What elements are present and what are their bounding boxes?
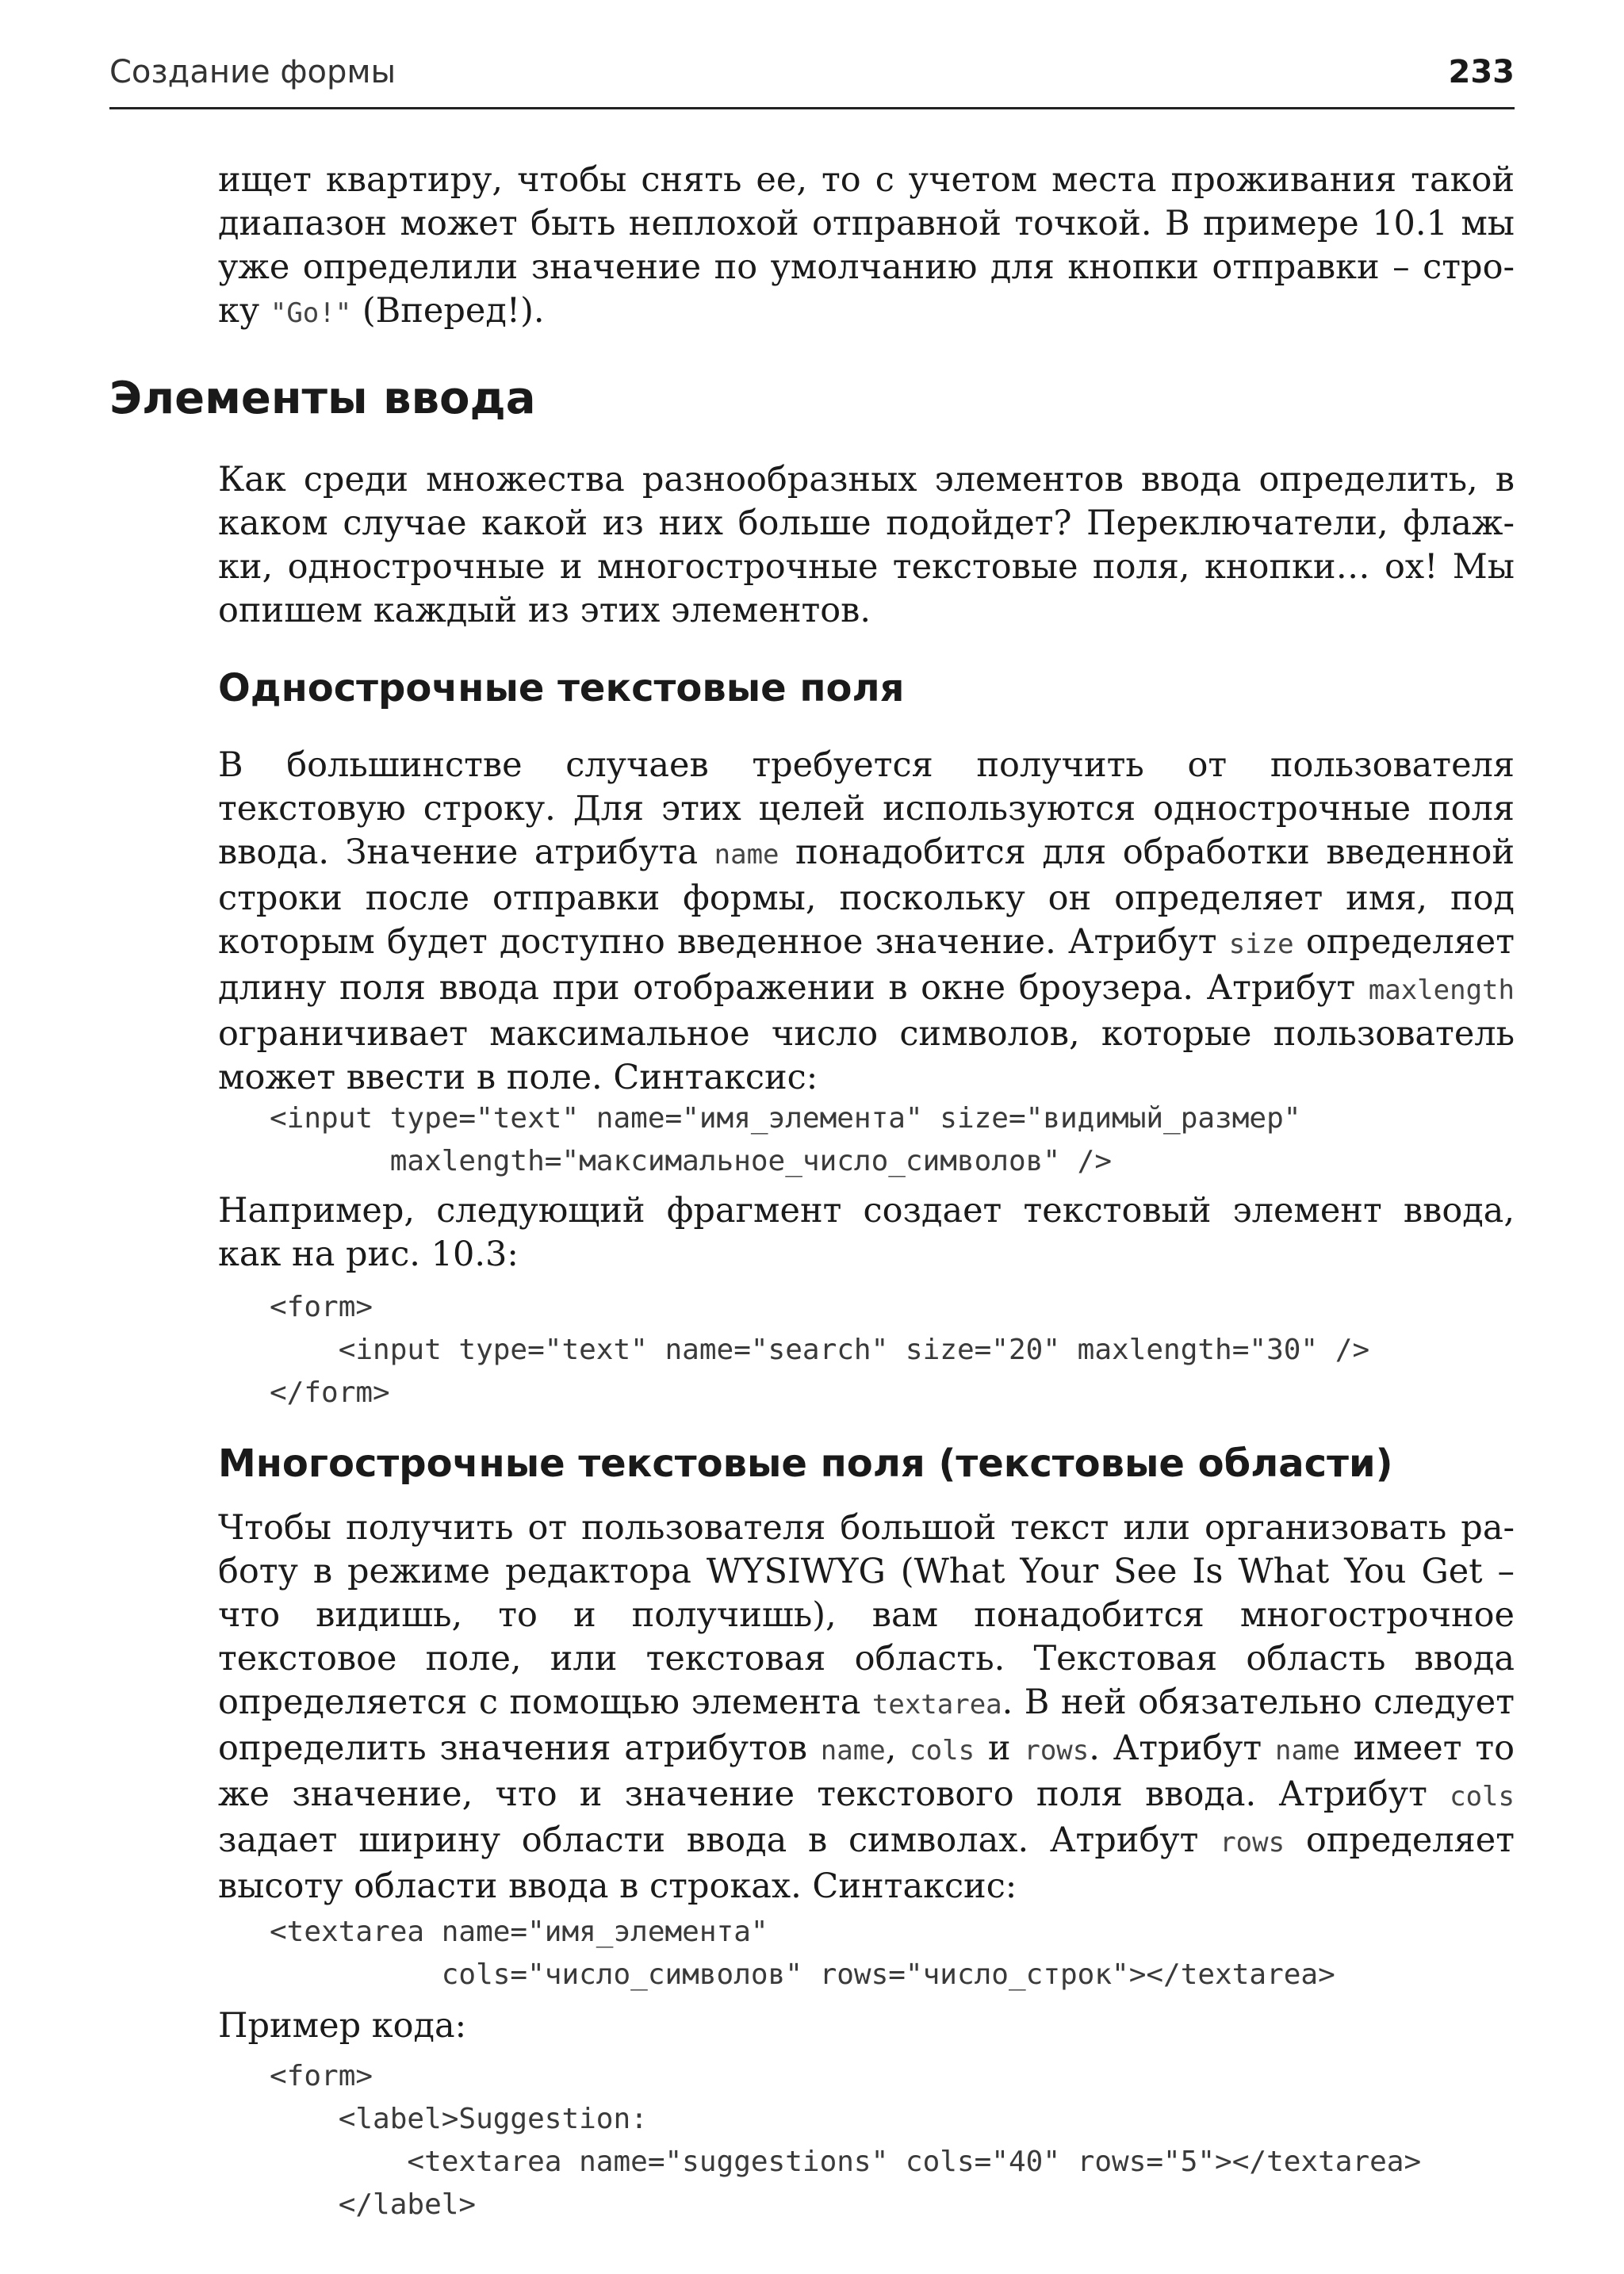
inline-code: name [1275,1735,1340,1767]
code-line: <input type="text" name="имя_элемента" size="видимый_размер" [270,1102,1301,1135]
code-block-input-example [270,1286,1369,1415]
code-example-label: Пример кода: [218,2006,467,2046]
inline-code: name [820,1735,886,1767]
inline-code: rows [1024,1735,1090,1767]
inline-code: size [1228,928,1294,960]
single-line-paragraph [218,744,1515,1100]
subsection-heading-multi-line: Многострочные текстовые поля (текстовые области) [218,1441,1393,1486]
inline-code: textarea [871,1689,1002,1721]
text-run: ограничивает максимальное число символов, которые пользователь может ввести в поле. Синтаксис: [218,1014,1515,1097]
text-run: В большинстве случаев требуется получить от пользователя текстовую строку. Для этих целей используются однострочные поля ввода. Значение атрибута [218,745,1515,872]
text-run: Чтобы получить от пользователя большой текст или организовать работу в режиме редактора WYSIWYG (What Your See Is What You Get – что видишь, то и получишь), вам понадобится многострочное текстовое поле, или текстовая область. Текстовая область ввода определяется с помощью элемента [218,1508,1515,1722]
code-line: cols="число_символов" rows="число_строк"></textarea> [270,1958,1335,1991]
text-run: и [975,1728,1025,1768]
text-run: , [885,1728,910,1768]
code-line: </form> [270,1376,390,1409]
code-line: <form> [270,1291,373,1323]
inline-code: cols [910,1735,975,1767]
inline-code: rows [1220,1827,1285,1859]
running-head [109,46,1515,97]
text-run: . Атрибут [1089,1728,1276,1768]
code-block-textarea-syntax [270,1911,1335,1996]
code-line: </label> [270,2188,477,2221]
example-intro-paragraph: Например, следующий фрагмент создает текстовый элемент ввода, как на рис. 10.3: [218,1191,1515,1274]
text-run: задает ширину области ввода в символах. Атрибут [218,1820,1220,1860]
text-run: определяет длину поля ввода при отображении в окне броузера. Атрибут [218,922,1515,1008]
text-run: . В ней обязательно следует определить значения атрибутов [218,1683,1515,1768]
text-run: определяет высоту области ввода в строках. Синтаксис: [218,1820,1515,1906]
intro-text-2: (Вперед!). [351,291,545,331]
code-block-textarea-example [270,2055,1421,2226]
running-title: Создание формы [109,54,396,90]
code-block-input-syntax [270,1097,1300,1183]
text-run: имеет то же значение, что и значение текстового поля ввода. Атрибут [218,1728,1515,1814]
section-heading: Элементы ввода [109,373,536,424]
inline-code: cols [1450,1781,1515,1813]
inline-code: "Go!" [270,297,352,329]
code-line: <form> [270,2060,373,2092]
code-line: <input type="text" name="search" size="20" maxlength="30" /> [270,1334,1370,1366]
code-line: <label>Suggestion: [270,2103,648,2135]
section-paragraph: Как среди множества разнообразных элементов ввода определить, в каком случае какой из них больше подойдет? Переключатели, флажки, однострочные и многострочные текстовые поля, кнопки… ох! Мы опишем каждый из этих элементов. [218,460,1515,630]
page-number: 233 [1448,54,1515,90]
code-line: <textarea name="имя_элемента" [270,1916,768,1948]
subsection-heading-single-line: Однострочные текстовые поля [218,666,905,710]
multi-line-paragraph [218,1506,1515,1908]
inline-code: maxlength [1368,974,1515,1006]
intro-text-1: ищет квартиру, чтобы снять ее, то с учетом места проживания такой диапазон может быть неплохой отправной точкой. В примере 10.1 мы уже определили значение по умолчанию для кнопки отправки – строку [218,160,1515,331]
header-rule [109,107,1515,109]
intro-paragraph [218,159,1515,335]
text-run: понадобится для обработки введенной строки после отправки формы, поскольку он определяет имя, под которым будет доступно введенное значение. Атрибут [218,833,1515,962]
code-line: <textarea name="suggestions" cols="40" rows="5"></textarea> [270,2146,1422,2178]
code-line: maxlength="максимальное_число_символов" /> [270,1145,1113,1177]
inline-code: name [714,839,779,871]
